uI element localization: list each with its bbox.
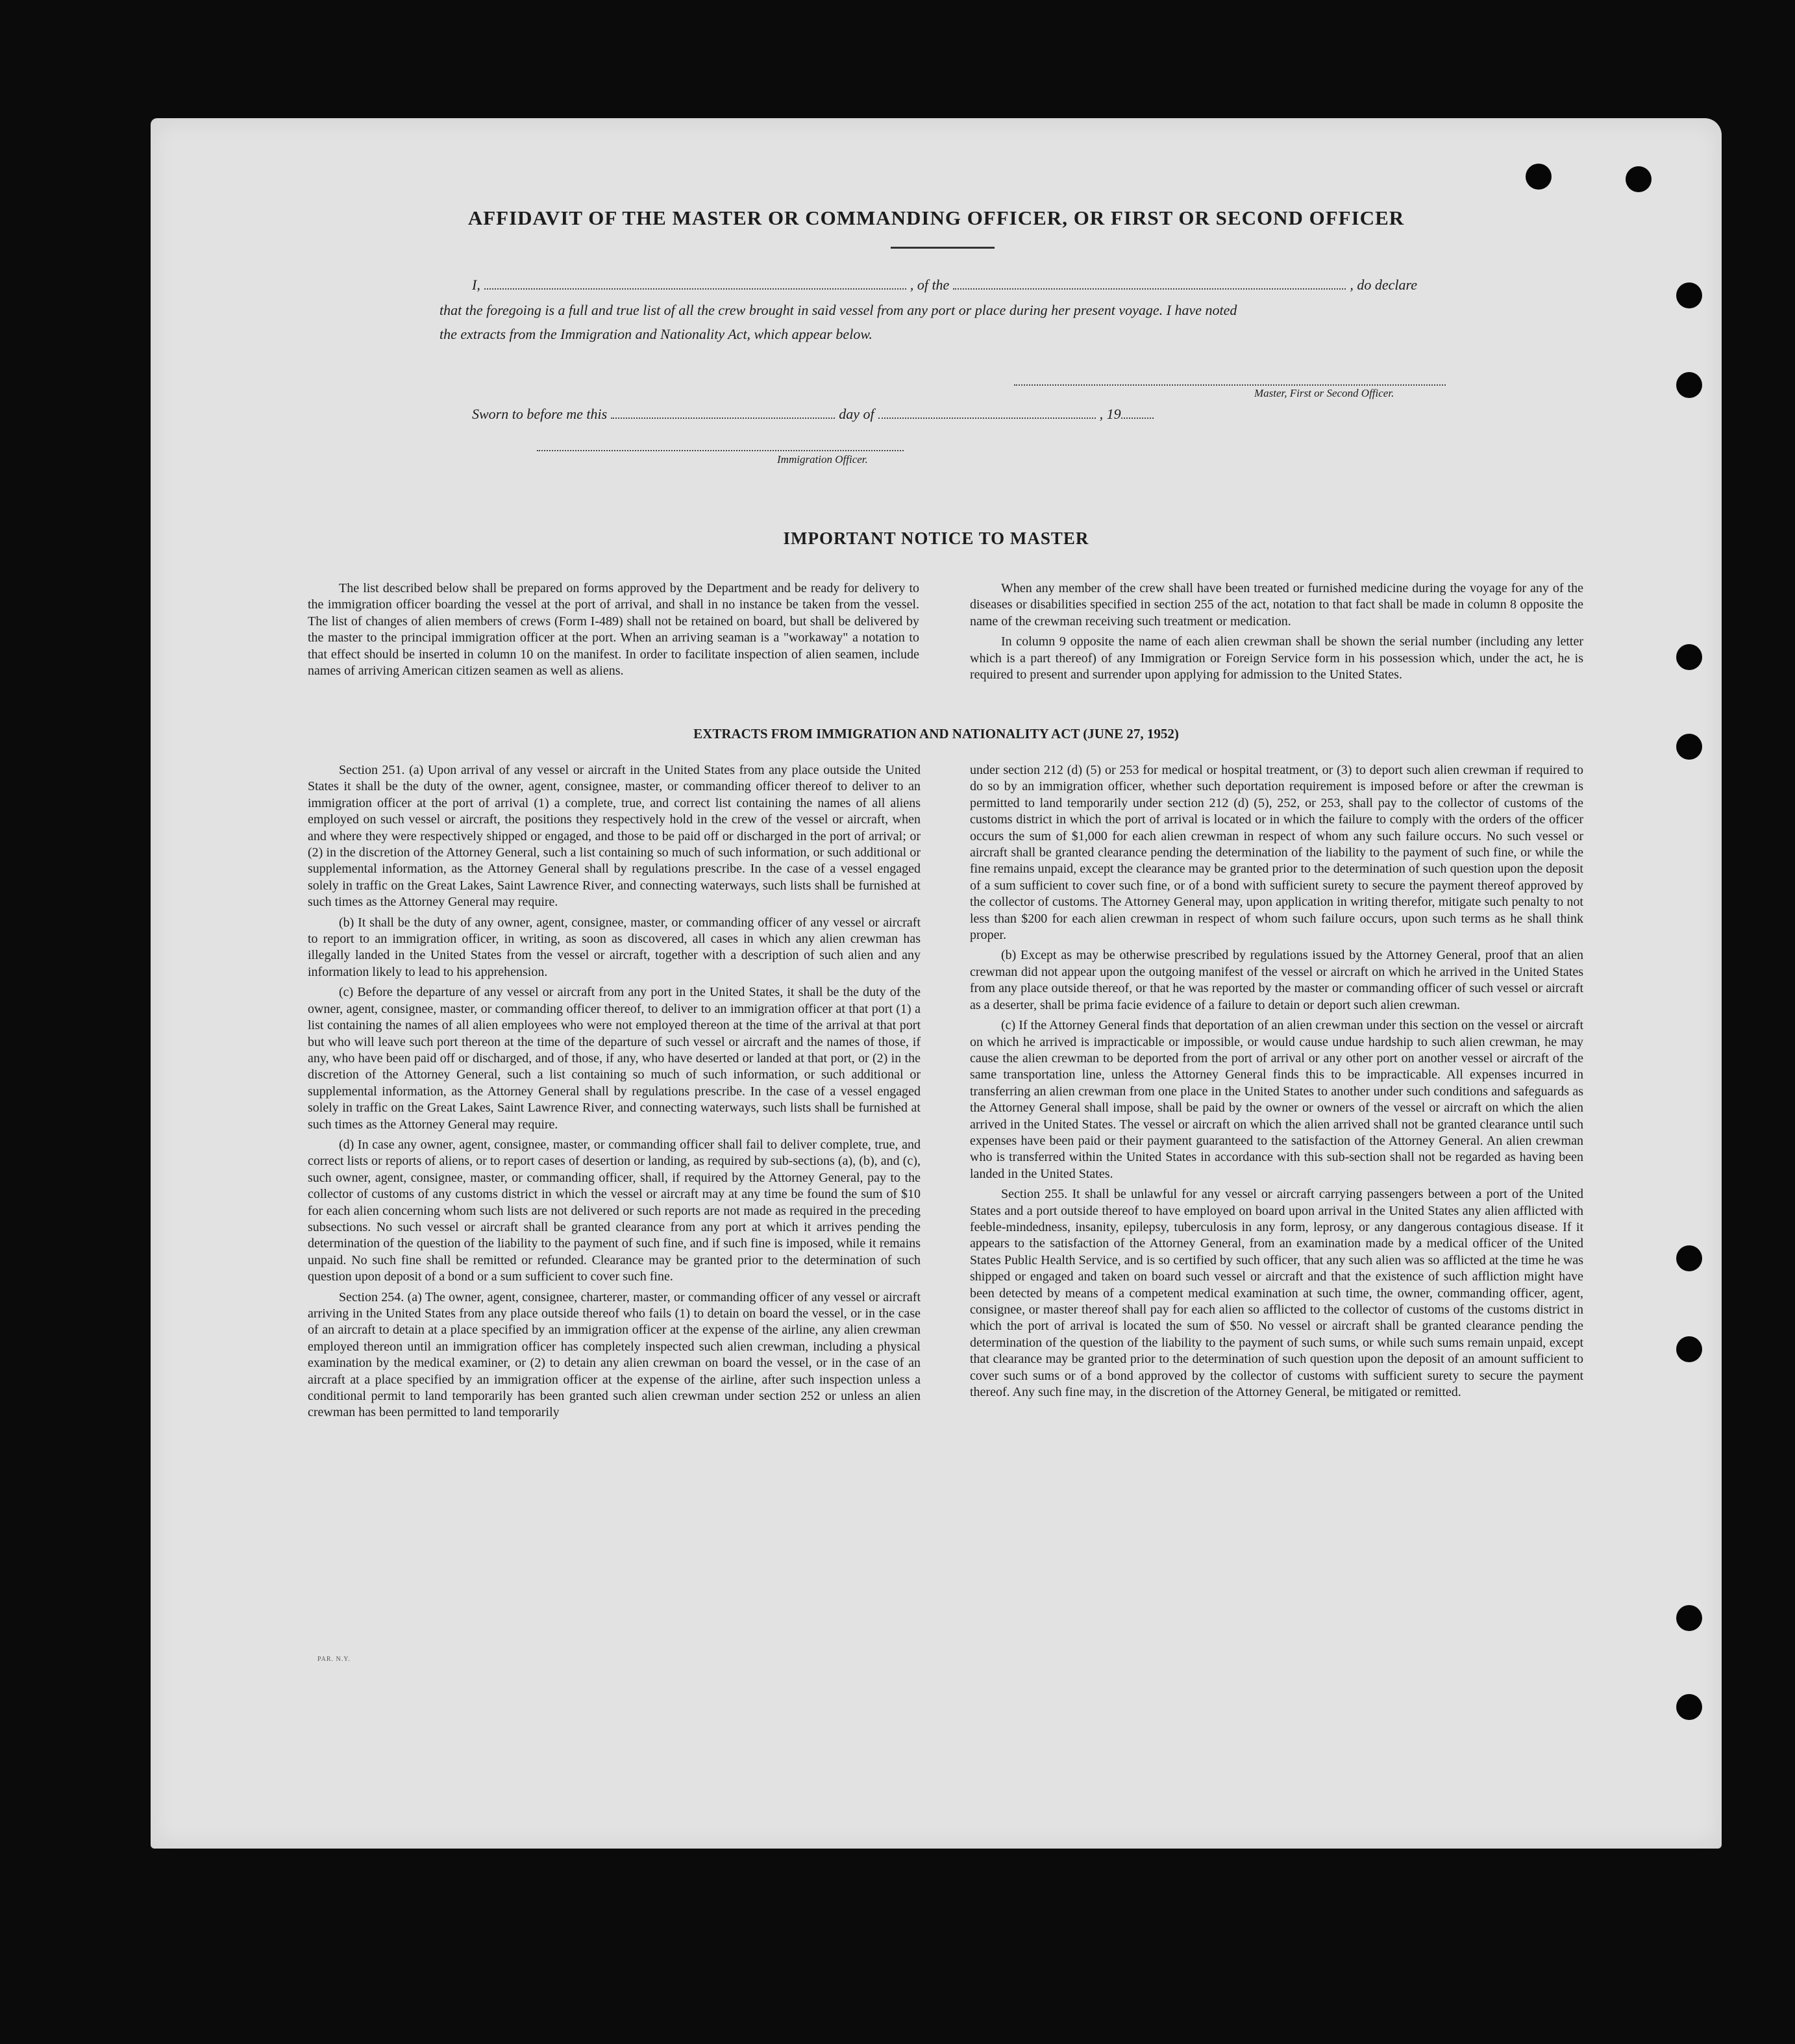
section-254a-continued: under section 212 (d) (5) or 253 for medical or hospital treatment, or (3) to deport such alien crewman if required to do so by an immigration officer, whether such deportation requirement is imposed before or after the crewman is permitted to land temporarily under section 212 (d) (5), 252, or 253, shall pay to the collector of customs of the customs district in which the port of arrival is located or in which the failure to comply with the orders of the officer occurs the sum of $1,000 for each alien crewman in respect of whom any such failure occurs. No such vessel or aircraft shall be granted clearance pending the determination of the liability to the payment of such fine, or while the fine remains unpaid, except the clearance may be granted prior to the determination of such question upon the deposit of a sum sufficient to cover such fine, or of a bond with sufficient surety to secure the payment thereof approved by the collector of customs. The Attorney General may, upon application in writing therefor, mitigate such penalty to not less than $200 for each alien crewman in respect of whom such failure occurs, upon such terms as he shall think proper.: [970, 763, 1583, 943]
punch-hole: [1676, 1336, 1702, 1362]
day-of-label: day of: [839, 406, 874, 422]
sworn-label: Sworn to before me this: [472, 406, 608, 422]
printer-imprint: PAR. N.Y.: [317, 1656, 351, 1663]
master-signature-caption: Master, First or Second Officer.: [1254, 387, 1394, 399]
notice-title: IMPORTANT NOTICE TO MASTER: [783, 529, 1089, 548]
punch-hole: [1676, 282, 1702, 308]
immigration-officer-caption: Immigration Officer.: [777, 453, 868, 466]
punch-hole: [1676, 1694, 1702, 1720]
section-254c: (c) If the Attorney General finds that deportation of an alien crewman under this section on the vessel or aircraft on which he arrived is impracticable or impossible, or would cause undue hardship to such alien crewman, he may cause the alien crewman to be deported from the port of arrival or any other port on another vessel or aircraft of the same transportation line, unless the Attorney General finds this to be impracticable. All expenses incurred in transferring an alien crewman from one place in the United States to another under such conditions and safeguards as the Attorney General shall impose, shall be paid by the owner or owners of the vessel or aircraft on which the alien arrived in the United States. The vessel or aircraft on which the alien arrived shall not be granted clearance until such expenses have been paid or their payment guaranteed to the satisfaction of the Attorney General. An alien crewman who is transferred within the United States in accordance with this sub-section shall not be regarded as having been landed in the United States.: [970, 1018, 1583, 1181]
title-rule: [891, 247, 995, 249]
sworn-line: [472, 406, 1157, 423]
year-label: , 19: [1099, 406, 1121, 422]
year-blank[interactable]: [1121, 416, 1154, 419]
document-page: [151, 118, 1722, 1849]
immigration-officer-signature-line[interactable]: [537, 450, 904, 451]
declaration-line-1: [472, 277, 1417, 293]
declaration-i: I,: [472, 277, 480, 293]
notice-right-paragraph: In column 9 opposite the name of each alien crewman shall be shown the serial number (including any letter which is a part thereof) of any Immigration or Foreign Service form in his possession which, under the act, he is required to present and surrender upon applying for admission to the United States.: [970, 634, 1583, 682]
month-blank[interactable]: [878, 416, 1096, 419]
punch-hole: [1526, 164, 1552, 190]
day-blank[interactable]: [611, 416, 835, 419]
name-blank[interactable]: [484, 287, 906, 290]
section-254b: (b) Except as may be otherwise prescribed by regulations issued by the Attorney General, proof that an alien crewman did not appear upon the outgoing manifest of the vessel or aircraft on which he arrived in the United States from any place outside thereof, or that he was reported by the master or commanding officer of such vessel or aircraft as a deserter, shall be prima facie evidence of a failure to detain or deport such alien crewman.: [970, 948, 1583, 1012]
section-255: Section 255. It shall be unlawful for any vessel or aircraft carrying passengers between a port of the United States and a port outside thereof to have employed on board upon arrival in the United States any alien afflicted with feeble-mindedness, insanity, epilepsy, tuberculosis in any form, leprosy, or any dangerous contagious disease. If it appears to the satisfaction of the Attorney General, from an examination made by a medical officer of the United States Public Health Service, and is so certified by such officer, that any such alien was so afflicted at the time he was shipped or engaged and taken on board such vessel or aircraft and that the existence of such affliction might have been detected by means of a competent medical examination at such time, the owner, commanding officer, agent, consignee, or master thereof shall pay for each alien so afflicted to the collector of customs of the customs district in which the port of arrival is located the sum of $50. No vessel or aircraft shall be granted clearance pending the determination of the question of the liability to the payment of such sums, or while such sums remain unpaid, except that clearance may be granted prior to the determination of such question upon the deposit of an amount sufficient to cover such sums or of a bond approved by the collector of customs with sufficient surety to secure the payment thereof. Any such fine may, in the discretion of the Attorney General, be mitigated or remitted.: [970, 1187, 1583, 1400]
punch-hole: [1626, 166, 1652, 192]
affidavit-title: AFFIDAVIT OF THE MASTER OR COMMANDING OFFICER, OR FIRST OR SECOND OFFICER: [467, 206, 1405, 229]
extracts-left-column: [308, 762, 921, 1425]
punch-hole: [1676, 372, 1702, 398]
punch-hole: [1676, 1245, 1702, 1271]
punch-hole: [1676, 644, 1702, 670]
declaration-of-the: , of the: [910, 277, 950, 293]
notice-right-paragraph: When any member of the crew shall have been treated or furnished medicine during the voyage for any of the diseases or disabilities specified in section 255 of the act, notation to that fact shall be made in column 8 opposite the name of the crewman receiving such treatment or medication.: [970, 581, 1583, 629]
extracts-right-column: [970, 762, 1583, 1404]
section-254a: Section 254. (a) The owner, agent, consignee, charterer, master, or commanding officer of any vessel or aircraft arriving in the United States from any place outside thereof who fails (1) to detain on board the vessel, or in the case of an aircraft to detain at a place specified by an immigration officer at the expense of the airline, any alien crewman employed thereon until an immigration officer has completely inspected such alien crewman, including a physical examination by the medical examiner, or (2) to detain any alien crewman on board the vessel, or in the case of an aircraft at a place specified by an immigration officer at the expense of the airline, after such inspection unless a conditional permit to land temporarily has been granted such alien crewman under section 252 or unless an alien crewman has been permitted to land temporarily: [308, 1290, 921, 1420]
section-251b: (b) It shall be the duty of any owner, agent, consignee, master, or commanding officer of any vessel or aircraft to report to an immigration officer, in writing, as soon as discovered, all cases in which any alien crewman has illegally landed in the United States from the vessel or aircraft, together with a description of such alien and any information likely to lead to his apprehension.: [308, 915, 921, 979]
extracts-title: EXTRACTS FROM IMMIGRATION AND NATIONALITY ACT (JUNE 27, 1952): [693, 726, 1179, 742]
master-signature-line[interactable]: [1014, 384, 1446, 386]
declaration-line-2: that the foregoing is a full and true list of all the crew brought in said vessel from any port or place during her present voyage. I have noted: [439, 302, 1237, 318]
declaration-line-3: the extracts from the Immigration and Nationality Act, which appear below.: [439, 326, 873, 342]
punch-hole: [1676, 734, 1702, 760]
notice-left-paragraph: The list described below shall be prepared on forms approved by the Department and be ready for delivery to the immigration officer boarding the vessel at the port of arrival, and shall in no instance be taken from the vessel. The list of changes of alien members of crews (Form I-489) shall not be retained on board, but shall be delivered by the master to the principal immigration officer at the port. When an arriving seaman is a "workaway" a notation to that effect should be inserted in column 10 on the manifest. In order to facilitate inspection of alien seamen, include names of arriving American citizen seamen as well as aliens.: [308, 581, 919, 679]
section-251c: (c) Before the departure of any vessel or aircraft from any port in the United States, it shall be the duty of the owner, agent, consignee, master, or commanding officer thereof, to deliver to an immigration officer at that port (1) a list containing the names of all alien employees who were not employed thereon at the time of the arrival at that port but who will leave such port thereon at the time of the departure of such vessel or aircraft and the names of those, if any, who have been paid off or discharged, and of those, if any, who have deserted or landed at that port, or (2) in the discretion of the Attorney General, such a list containing so much of such information, or such additional or supplemental information, as the Attorney General shall by regulations prescribe. In the case of a vessel engaged solely in traffic on the Great Lakes, Saint Lawrence River, and connecting waterways, such lists shall be furnished at such times as the Attorney General may require.: [308, 985, 921, 1132]
section-251a: Section 251. (a) Upon arrival of any vessel or aircraft in the United States from any place outside the United States it shall be the duty of the owner, agent, consignee, master, or commanding officer thereof to deliver to an immigration officer at the port of arrival (1) a complete, true, and correct list containing the names of all aliens employed on such vessel or aircraft, the positions they respectively hold in the crew of the vessel or aircraft, when and where they were respectively shipped or engaged, and those to be paid off or discharged in the port of arrival; or (2) in the discretion of the Attorney General, such a list containing so much of such information, or such additional or supplemental information, as the Attorney General shall by regulations prescribe. In the case of a vessel engaged solely in traffic on the Great Lakes, Saint Lawrence River, and connecting waterways, such lists shall be furnished at such times as the Attorney General may require.: [308, 763, 921, 910]
section-251d: (d) In case any owner, agent, consignee, master, or commanding officer shall fail to deliver complete, true, and correct lists or reports of aliens, or to report cases of desertion or landing, as required by sub-sections (a), (b), and (c), such owner, agent, consignee, master, or commanding officer, shall, if required by the Attorney General, pay to the collector of customs of any customs district in which the vessel or aircraft may at any time be found the sum of $10 for each alien concerning whom such lists are not delivered or such reports are not made as required in the preceding subsections. No such vessel or aircraft shall be granted clearance from any port at which it arrives pending the determination of the question of the liability to the payment of such fine, and if such fine is imposed, while it remains unpaid. No such fine shall be remitted or refunded. Clearance may be granted prior to the determination of such question upon deposit of a bond or a sum sufficient to cover such fine.: [308, 1137, 921, 1284]
vessel-blank[interactable]: [953, 287, 1346, 290]
declaration-declare: , do declare: [1350, 277, 1417, 293]
notice-left-column: [308, 580, 919, 683]
notice-right-column: [970, 580, 1583, 687]
punch-hole: [1676, 1605, 1702, 1631]
